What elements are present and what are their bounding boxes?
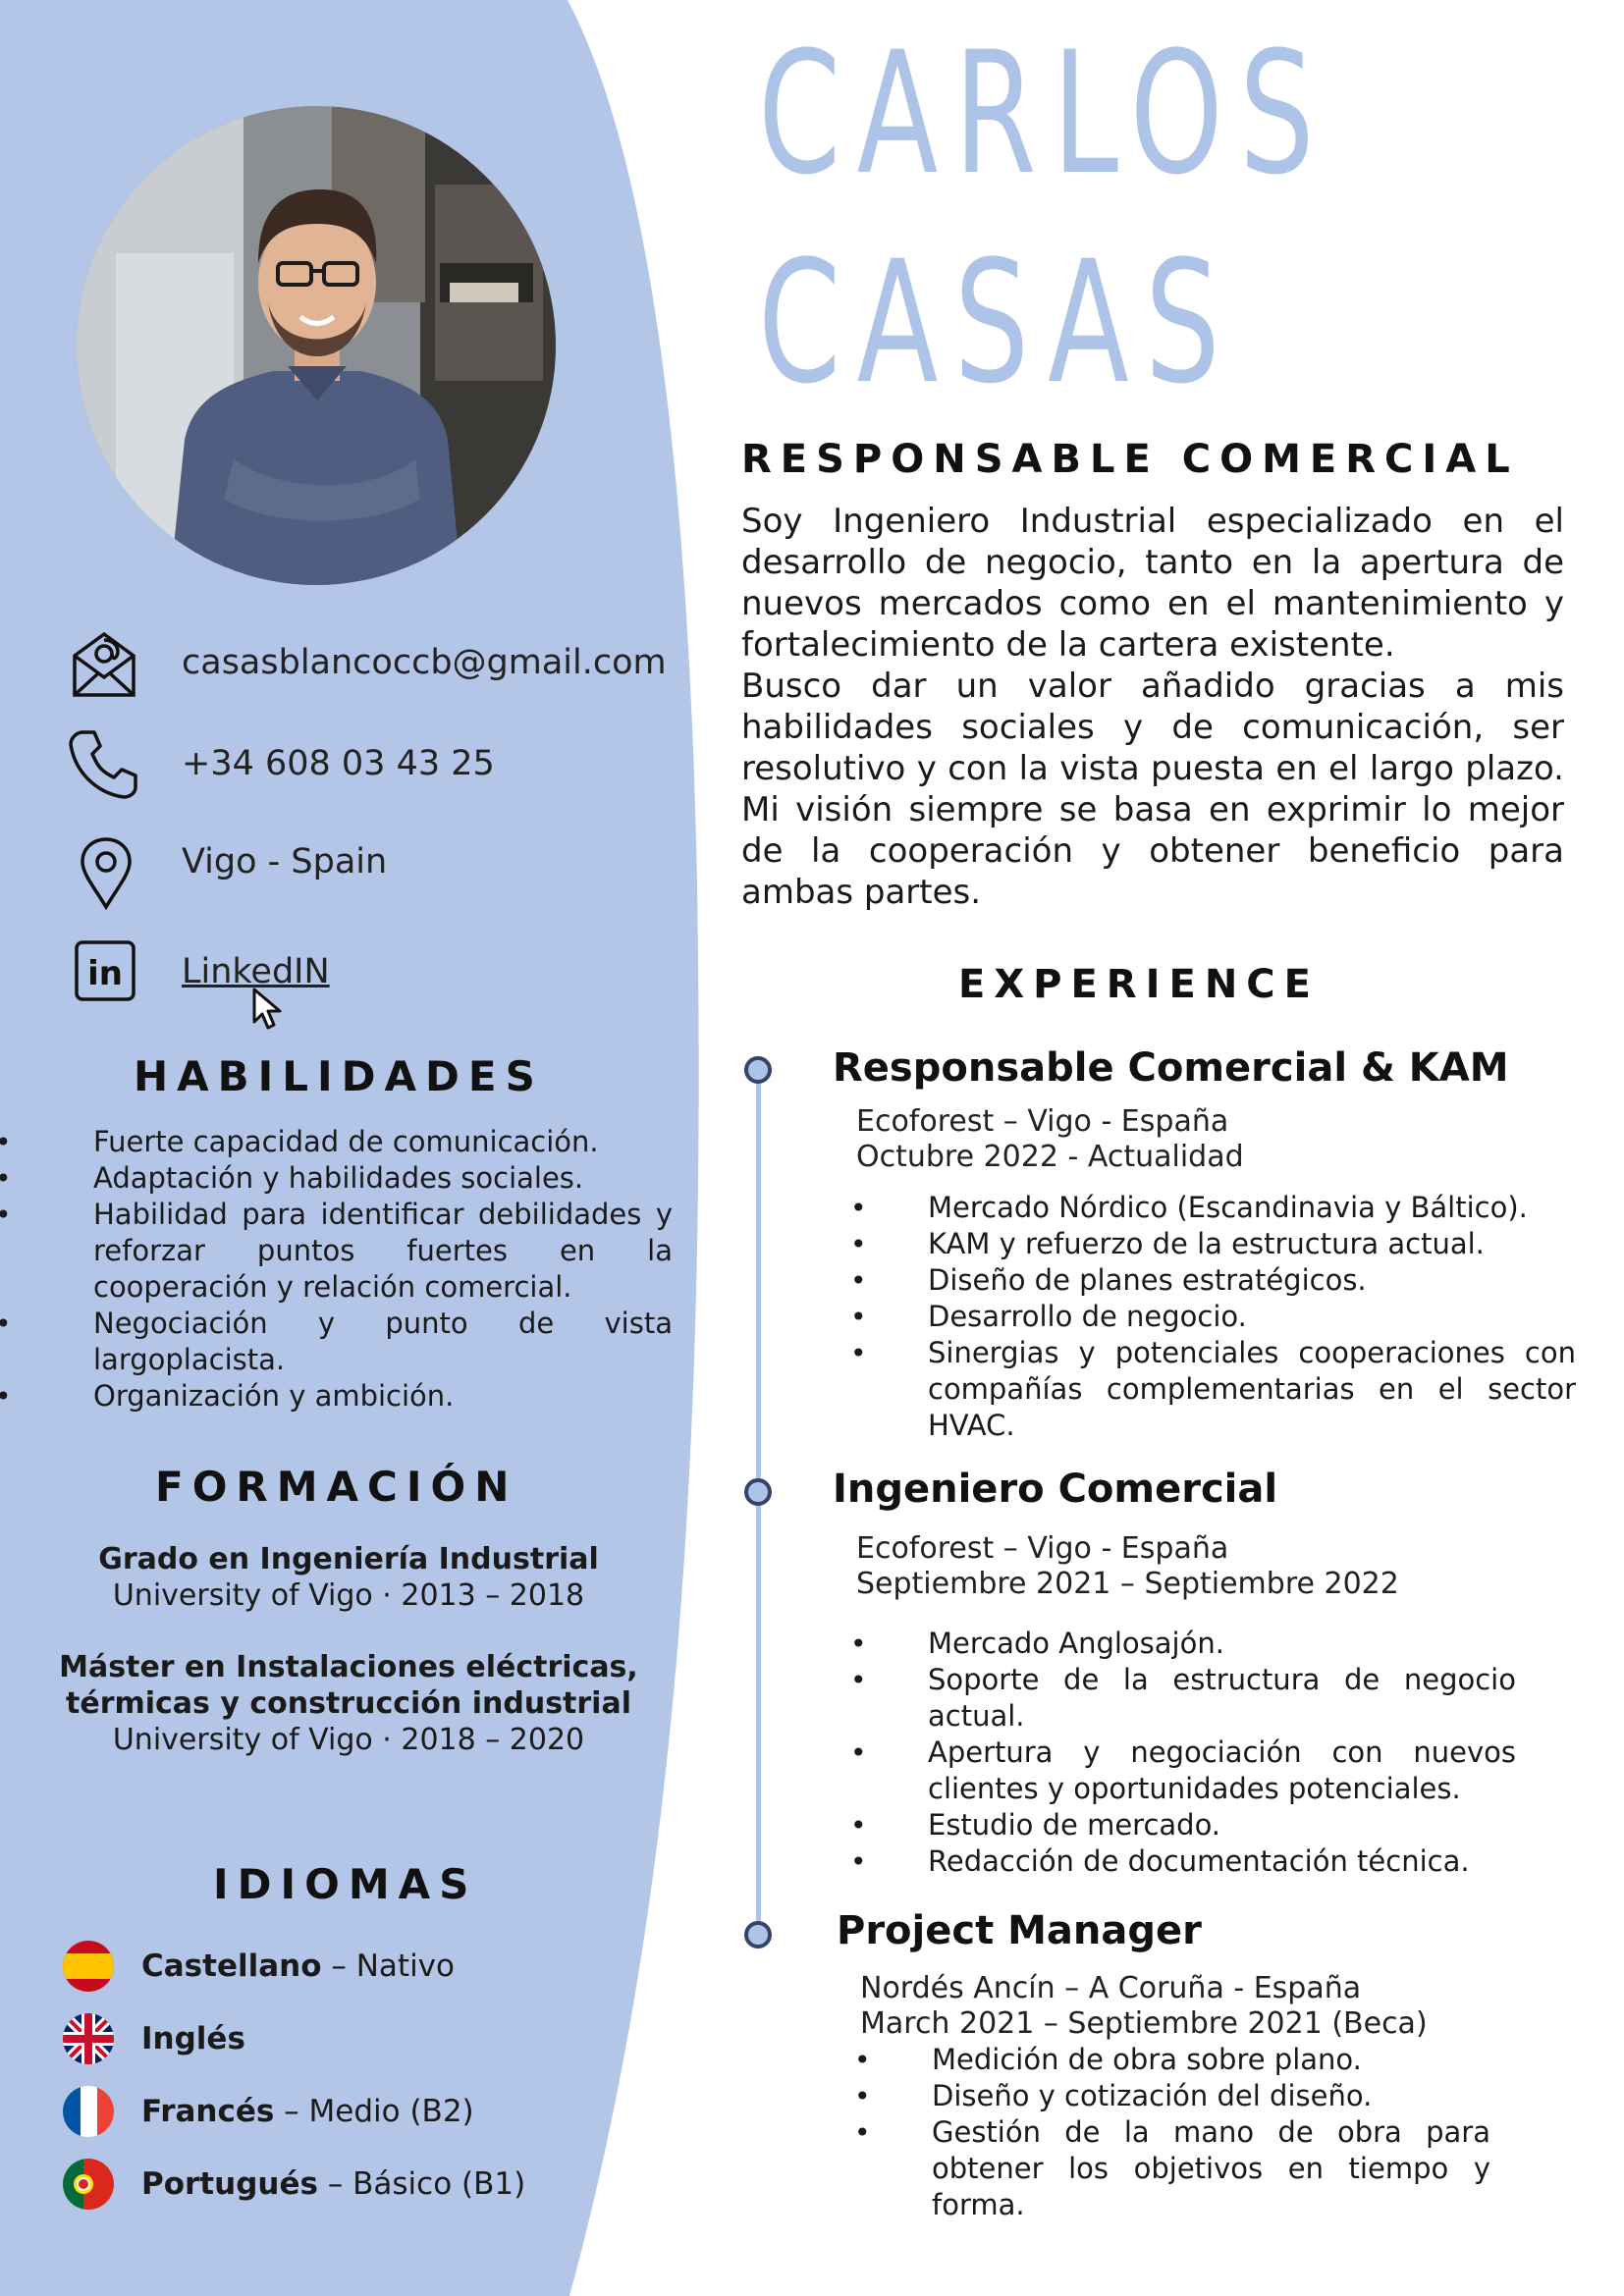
job-bullet: • Estudio de mercado.	[864, 1807, 1516, 1843]
language-level: – Medio (B2)	[274, 2094, 474, 2129]
job-bullet: • Redacción de documentación técnica.	[864, 1843, 1516, 1880]
linkedin-icon[interactable]	[75, 940, 135, 1001]
job-bullets	[868, 2042, 1490, 2223]
skill-item: • Adaptación y habilidades sociales.	[29, 1160, 673, 1197]
first-name: CARLOS	[758, 15, 1331, 212]
cursor-icon	[251, 987, 285, 1032]
experience-title: EXPERIENCE	[958, 962, 1320, 1007]
portugal-flag-icon	[63, 2159, 114, 2210]
skill-item: • Negociación y punto de vista largoplacista.	[29, 1306, 673, 1378]
timeline-dot	[744, 1921, 772, 1949]
timeline-dot	[744, 1478, 772, 1506]
location-text: Vigo - Spain	[182, 842, 388, 881]
skill-item: • Habilidad para identificar debilidades y reforzar puntos fuertes en la cooperación y relación comercial.	[29, 1197, 673, 1306]
language-level: – Básico (B1)	[317, 2166, 526, 2202]
job-bullet: • KAM y refuerzo de la estructura actual.	[864, 1226, 1576, 1262]
job-bullet: • Apertura y negociación con nuevos clientes y oportunidades potenciales.	[864, 1735, 1516, 1807]
skills-list	[29, 1124, 673, 1415]
headline: RESPONSABLE COMERCIAL	[741, 437, 1519, 482]
job-dates: March 2021 – Septiembre 2021 (Beca)	[860, 2006, 1428, 2041]
job-dates: Septiembre 2021 – Septiembre 2022	[856, 1567, 1399, 1601]
job-bullet: • Sinergias y potenciales cooperaciones con compañías complementarias en el sector HVAC.	[864, 1335, 1576, 1444]
language-item	[63, 2159, 525, 2210]
job-company: Nordés Ancín – A Coruña - España	[860, 1971, 1362, 2005]
language-name: Inglés	[141, 2021, 245, 2056]
degree-name: térmicas y construcción industrial	[66, 1686, 631, 1721]
skills-title: HABILIDADES	[134, 1052, 544, 1100]
job-title: Ingeniero Comercial	[833, 1467, 1278, 1512]
skill-item: • Fuerte capacidad de comunicación.	[29, 1124, 673, 1160]
job-company: Ecoforest – Vigo - España	[856, 1104, 1229, 1139]
job-bullet: • Diseño y cotización del diseño.	[868, 2078, 1490, 2114]
job-bullet: • Medición de obra sobre plano.	[868, 2042, 1490, 2078]
about-text	[741, 501, 1564, 913]
language-name: Portugués	[141, 2166, 318, 2202]
degree-detail: University of Vigo · 2018 – 2020	[112, 1723, 585, 1757]
about-paragraph: Busco dar un valor añadido gracias a mis habilidades sociales y de comunicación, ser resolutivo y con la vista puesta en el largo plazo. Mi visión siempre se basa en exprimir lo mejor de la cooperación y obtener beneficio para ambas partes.	[741, 667, 1564, 912]
language-item	[63, 1941, 455, 1992]
language-name: Castellano	[141, 1949, 322, 1984]
job-title: Project Manager	[837, 1908, 1202, 1953]
job-bullet: • Desarrollo de negocio.	[864, 1299, 1576, 1335]
job-bullet: • Mercado Nórdico (Escandinavia y Báltico).	[864, 1190, 1576, 1226]
linkedin-link[interactable]: LinkedIN	[182, 952, 330, 991]
about-paragraph: Soy Ingeniero Industrial especializado en el desarrollo de negocio, tanto en la apertura de nuevos mercados como en el mantenimiento y fortalecimiento de la cartera existente.	[741, 502, 1564, 665]
job-bullet: • Diseño de planes estratégicos.	[864, 1262, 1576, 1299]
job-bullets	[864, 1190, 1576, 1444]
last-name: CASAS	[758, 224, 1237, 421]
profile-photo	[77, 106, 556, 585]
email-text[interactable]: casasblancoccb@gmail.com	[182, 643, 667, 682]
degree-name: Máster en Instalaciones eléctricas,	[59, 1650, 638, 1684]
degree-name: Grado en Ingeniería Industrial	[98, 1542, 599, 1576]
phone-icon	[69, 728, 139, 799]
svg-text:in: in	[87, 954, 123, 993]
uk-flag-icon	[63, 2013, 114, 2064]
education-item	[39, 1649, 658, 1758]
phone-text: +34 608 03 43 25	[182, 744, 495, 783]
languages-title: IDIOMAS	[213, 1860, 478, 1908]
skill-item: • Organización y ambición.	[29, 1378, 673, 1415]
france-flag-icon	[63, 2086, 114, 2137]
job-bullet: • Gestión de la mano de obra para obtener los objetivos en tiempo y forma.	[868, 2114, 1490, 2223]
job-bullet: • Mercado Anglosajón.	[864, 1626, 1516, 1662]
job-company: Ecoforest – Vigo - España	[856, 1531, 1229, 1566]
education-title: FORMACIÓN	[155, 1463, 518, 1511]
location-pin-icon	[79, 836, 134, 911]
job-bullets	[864, 1626, 1516, 1880]
spain-flag-icon	[63, 1941, 114, 1992]
language-name: Francés	[141, 2094, 275, 2129]
education-item	[39, 1541, 658, 1614]
timeline-dot	[744, 1056, 772, 1084]
email-icon	[69, 628, 139, 699]
language-item	[63, 2086, 474, 2137]
job-bullet: • Soporte de la estructura de negocio actual.	[864, 1662, 1516, 1735]
language-level: – Nativo	[321, 1949, 455, 1984]
job-dates: Octubre 2022 - Actualidad	[856, 1140, 1244, 1174]
degree-detail: University of Vigo · 2013 – 2018	[112, 1578, 585, 1613]
job-title: Responsable Comercial & KAM	[833, 1045, 1509, 1091]
language-item	[63, 2013, 245, 2064]
